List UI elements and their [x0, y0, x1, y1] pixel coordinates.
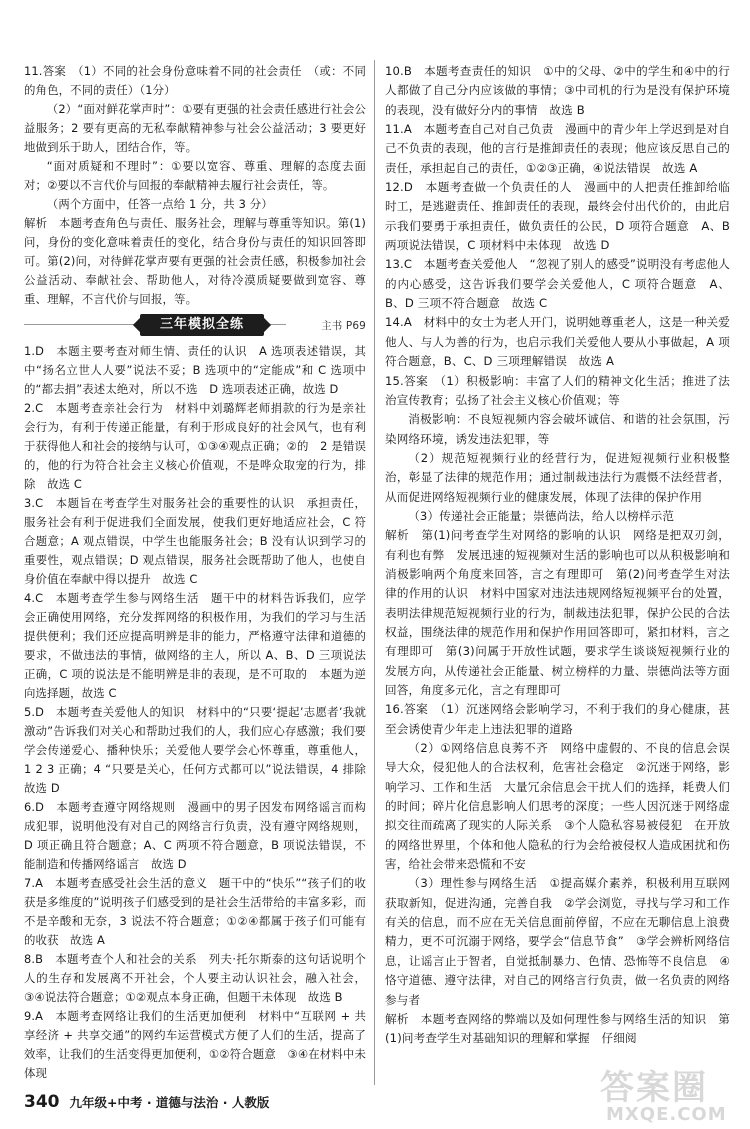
book-title: 九年级+中考 · 道德与法治 · 人教版 — [69, 1095, 270, 1110]
watermark-url: MXQE.COM — [606, 1104, 727, 1125]
answer-item-2: 2.C 本题考查亲社会行为 材料中刘璐辉老师捐款的行为是亲社会行为，有利于传递正能量，有利于形成良好的社会风气，也有利于获得他人和社会的接纳与认可，①③④观点正确；②的 2 是错误的，他的行为符合社会主义核心价值观，不是哗众取宠的行为，排除 故选 C — [24, 401, 366, 491]
column-divider — [374, 60, 375, 1085]
watermark-logo: 答案圈 — [600, 1068, 708, 1108]
answer-item-3: 3.C 本题旨在考查学生对服务社会的重要性的认识 承担责任，服务社会有利于促进我们全面发展，使我们更好地适应社会，C 符合题意；A 观点错误，中学生也能服务社会；B 没有认识到学习的重要性，观点错误；D 观点错误，服务社会既帮助了他人，也使自身价值在奉献中得以提升 故选 C — [24, 496, 366, 586]
answer-item-9: 9.A 本题考查网络让我们的生活更加便利 材料中“互联网 + 共享经济 + 共享交通”的网约车运营模式方便了人们的生活，提高了效率，让我们的生活变得更加便利，①②符合题意 ③④在材料中未体现 — [24, 1009, 366, 1080]
q16-part3: （3）理性参与网络生活 ①提高媒介素养，积极利用互联网获取新知，促进沟通，完善自我 ②学会浏览，寻找与学习和工作有关的信息，而不应在无关信息面前停留，不应在无聊信息上浪费精力，更不可沉溺于网络，要学会“信息节食” ③学会辨析网络信息，让谣言止于智者，自觉抵制暴力、色情、恐怖等不良信息 ④恪守道德、遵守法律，对自己的网络言行负责，做一名负责的网络参与者 — [385, 876, 730, 1007]
watermark — [600, 1068, 732, 1126]
answer-item-4: 4.C 本题考查学生参与网络生活 题干中的材料告诉我们，应学会正确使用网络，充分发挥网络的积极作用，为我们的学习与生活提供便利；我们还应提高明辨是非的能力，严格遵守法律和道德的要求，不做违法的事情，做网络的主人，所以 A、B、D 三项说法正确，C 项的说法是不能明辨是非的表现，是不可取的 本题为逆向选择题，故选 C — [24, 591, 366, 700]
right-column — [385, 62, 730, 1049]
q15-negative: 消极影响：不良短视频内容会破坏诚信、和谐的社会氛围，污染网络环境，诱发违法犯罪，等 — [385, 412, 730, 446]
page-number: 340 — [24, 1092, 60, 1112]
q15-part2: （2）规范短视频行业的经营行为，促进短视频行业积极整治，彰显了法律的规范作用；通过制裁违法行为震慑不法经营者，从而促进网络短视频行业的健康发展，体现了法律的保护作用 — [385, 450, 730, 504]
q16-answer: 16.答案 （1）沉迷网络会影响学习，不利于我们的身心健康，甚至会诱使青少年走上违法犯罪的道路 — [385, 702, 730, 736]
q15-analysis: 解析 第(1)问考查学生对网络的影响的认识 网络是把双刃剑，有利也有弊 发展迅速的短视频对生活的影响也可以从积极影响和消极影响两个角度来回答，言之有理即可 第(2)问考查学生对法律的作用的认识 材料中国家对违法违规网络短视频平台的处置，表明法律规范短视频行业的行为，制裁违法犯罪，保护公民的合法权益，围绕法律的规范作用和保护作用回答即可，紧扣材料，言之有理即可 第(3)问属于开放性试题，要求学生谈谈短视频行业的发展方向，从传递社会正能量、树立榜样的力量、崇德尚法等方面回答，角度多元化，言之有理即可 — [385, 528, 730, 697]
page-footer — [24, 1092, 269, 1118]
section-banner: 三年模拟全练 — [140, 314, 264, 336]
q16-analysis: 解析 本题考查网络的弊端以及如何理性参与网络生活的知识 第(1)问考查学生对基础知识的理解和掌握 仔细阅 — [385, 1011, 730, 1046]
answer-item-12: 12.D 本题考查做一个负责任的人 漫画中的人把责任推卸给临时工，是逃避责任、推卸责任的表现，最终会付出代价的，由此启示我们要勇于承担责任，做负责任的公民，D 项符合题意 A、B 两项说法错误，C 项材料中未体现 故选 D — [385, 180, 730, 253]
q11-scoring-note: （两个方面中，任答一点给 1 分，共 3 分） — [46, 197, 273, 211]
answer-item-14: 14.A 材料中的女士为老人开门，说明她尊重老人，这是一种关爱他人、与人为善的行为，也启示我们关爱他人要从小事做起，A 项符合题意，B、C、D 三项理解错误 故选 A — [385, 315, 730, 369]
q11-answer: 11.答案 （1）不同的社会身份意味着不同的社会责任 （或：不同的角色，不同的责任）（1分） — [24, 64, 366, 97]
answer-item-1: 1.D 本题主要考查对师生情、责任的认识 A 选项表述错误，其中“扬名立世人人要”说法不妥；B 选项中的“定能成”和 C 选项中的“都去捐”表述太绝对，所以不选 D 选项表述正确，故选 D — [24, 344, 366, 396]
answer-item-10: 10.B 本题考查责任的知识 ①中的父母、②中的学生和④中的行人都做了自己分内应该做的事情；③中司机的行为是没有保护环境的表现，没有做好分内的事情 故选 B — [385, 64, 730, 117]
answer-item-11: 11.A 本题考查自己对自己负责 漫画中的青少年上学迟到是对自己不负责的表现，他的言行是推卸责任的表现；他应该反思自己的责任，承担起自己的责任，①②③正确，④说法错误 故选 A — [385, 122, 730, 175]
q16-part2: （2）①网络信息良莠不齐 网络中虚假的、不良的信息会误导大众，侵犯他人的合法权利，危害社会稳定 ②沉迷于网络，影响学习、工作和生活 大量冗余信息会干扰人们的选择，耗费人们的时间；碎片化信息影响人们思考的深度；一些人因沉迷于网络虚拟交往而疏离了现实的人际关系 ③个人隐私容易被侵犯 在开放的网络世界里，个体和他人隐私的行为会给被侵权人造成困扰和伤害，给社会带来恐慌和不安 — [385, 741, 730, 872]
q11-analysis: 解析 本题考查角色与责任、服务社会，理解与尊重等知识。第(1)问，身份的变化意味着责任的变化，结合身份与责任的知识回答即可。第(2)问，对待鲜花掌声要有更强的社会责任感，积极参加社会公益活动、奉献社会、帮助他人，对待冷漠质疑要做到宽容、尊重、理解，不言代价与回报，等。 — [24, 216, 366, 306]
answer-item-5: 5.D 本题考查关爱他人的知识 材料中的“只要‘提起’志愿者’我就激动”告诉我们对关心和帮助过我们的人，我们应心存感激；我们要学会传递爱心、播种快乐；关爱他人要学会心怀尊重，尊重他人，1 2 3 正确；4 “只要是关心，任何方式都可以”说法错误，4 排除 故选 D — [24, 705, 378, 795]
answer-item-13: 13.C 本题考查关爱他人 “忽视了别人的感受”说明没有考虑他人的内心感受，这告诉我们要学会关爱他人，C 项符合题意 A、B、D 三项不符合题意 故选 C — [385, 257, 730, 311]
answer-item-7: 7.A 本题考查感受社会生活的意义 题干中的“快乐”“孩子们的收获是多维度的”说明孩子们感受到的是社会生活带给的丰富多彩，而不是辛酸和无奈，3 说法不符合题意；①②④都属于孩子们可能有的收获 故选 A — [24, 876, 366, 947]
q15-answer: 15.答案 （1）积极影响：丰富了人们的精神文化生活；推进了法治宣传教育；弘扬了社会主义核心价值观；等 — [385, 373, 730, 407]
answer-item-8: 8.B 本题考查个人和社会的关系 列夫·托尔斯泰的这句话说明个人的生存和发展离不开社会，个人要主动认识社会，融入社会，③④说法符合题意；①②观点本身正确，但题干未体现 故选 B — [24, 952, 366, 1004]
answer-item-6: 6.D 本题考查遵守网络规则 漫画中的男子因发布网络谣言而构成犯罪，说明他没有对自己的网络言行负责，没有遵守网络规则，D 项正确且符合题意；A、C 两项不符合题意，B 项说法错误，不能制造和传播网络谣言 故选 D — [24, 800, 366, 871]
section-header — [24, 312, 366, 338]
q11-part2-b: “面对质疑和不理时”：①要以宽容、尊重、理解的态度去面对；②要以不言代价与回报的奉献精神去履行社会责任，等。 — [24, 159, 366, 192]
section-ref: 主书 P69 — [321, 320, 366, 332]
q15-part3: （3）传递社会正能量；崇德尚法，给人以榜样示范 — [408, 508, 675, 523]
left-column — [24, 62, 378, 1083]
q11-part2-a: （2）“面对鲜花掌声时”：①要有更强的社会责任感进行社会公益服务；2 要有更高的无私奉献精神参与社会公益活动；3 要更好地做到乐于助人，团结合作，等。 — [24, 102, 366, 154]
